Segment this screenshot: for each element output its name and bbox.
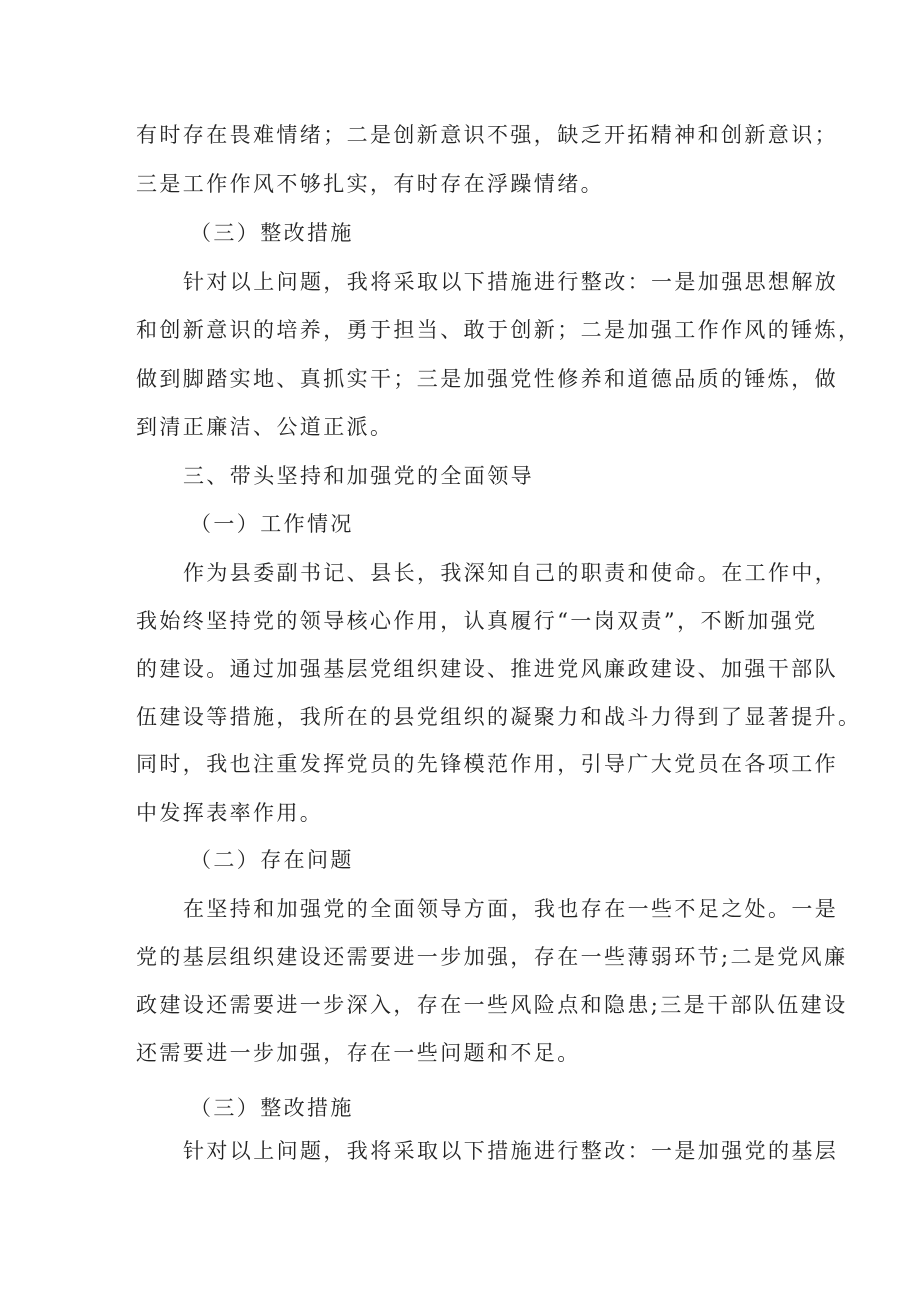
paragraph-first-line: 在坚持和加强党的全面领导方面，我也存在一些不足之处。一是	[183, 897, 839, 921]
body-text-line: 同时，我也注重发挥党员的先锋模范作用，引导广大党员在各项工作	[136, 752, 838, 776]
body-text-line: 还需要进一步加强，存在一些问题和不足。	[136, 1041, 581, 1065]
section-subheading: （一）工作情况	[190, 512, 354, 536]
body-text-line: 我始终坚持党的领导核心作用，认真履行“一岗双责”，不断加强党	[136, 609, 818, 633]
paragraph-first-line: 作为县委副书记、县长，我深知自己的职责和使命。在工作中，	[183, 561, 839, 585]
body-text-line: 有时存在畏难情绪；二是创新意识不强，缺乏开拓精神和创新意识；	[136, 123, 838, 147]
body-text-line: 到清正廉洁、公道正派。	[136, 415, 394, 439]
section-subheading: （二）存在问题	[190, 848, 354, 872]
body-text-line: 中发挥表率作用。	[136, 801, 324, 825]
paragraph-first-line: 针对以上问题，我将采取以下措施进行整改：一是加强思想解放	[183, 270, 839, 294]
body-text-line: 党的基层组织建设还需要进一步加强，存在一些薄弱环节;二是党风廉	[136, 945, 848, 969]
body-text-line: 伍建设等措施，我所在的县党组织的凝聚力和战斗力得到了显著提升。	[136, 705, 862, 729]
body-text-line: 和创新意识的培养，勇于担当、敢于创新；二是加强工作作风的锤炼，	[136, 318, 862, 342]
body-text-line: 的建设。通过加强基层党组织建设、推进党风廉政建设、加强干部队	[136, 657, 838, 681]
body-text-line: 三是工作作风不够扎实，有时存在浮躁情绪。	[136, 172, 604, 196]
paragraph-first-line: 针对以上问题，我将采取以下措施进行整改：一是加强党的基层	[183, 1139, 839, 1163]
section-subheading: （三）整改措施	[190, 1096, 354, 1120]
section-subheading: （三）整改措施	[190, 221, 354, 245]
body-text-line: 政建设还需要进一步深入，存在一些风险点和隐患;三是干部队伍建设	[136, 993, 848, 1017]
section-heading: 三、带头坚持和加强党的全面领导	[183, 464, 534, 488]
body-text-line: 做到脚踏实地、真抓实干；三是加强党性修养和道德品质的锤炼，做	[136, 367, 838, 391]
